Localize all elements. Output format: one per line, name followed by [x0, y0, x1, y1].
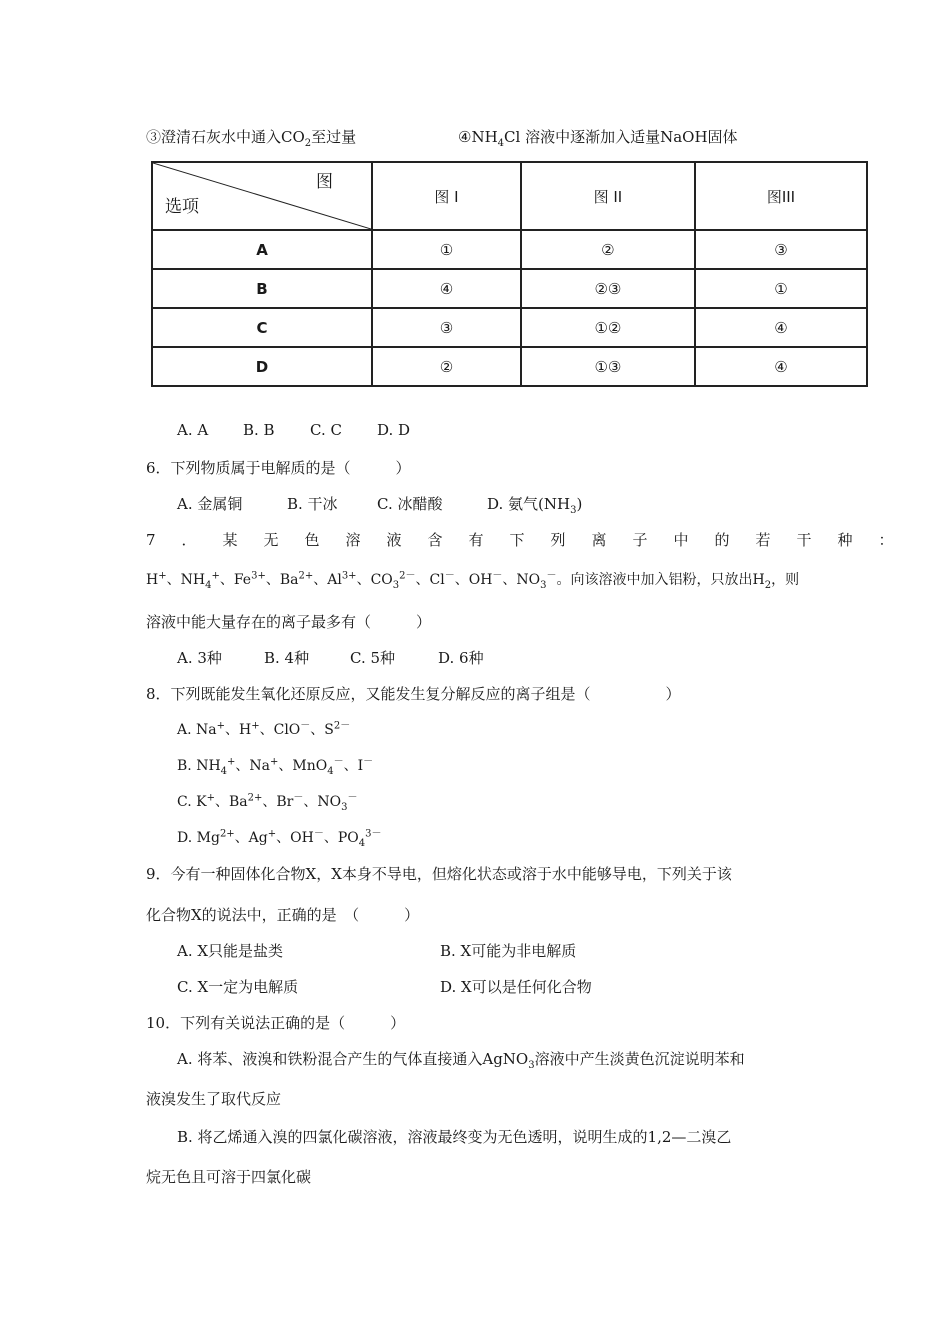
options-table	[151, 161, 868, 387]
table-cell: ③	[695, 230, 867, 269]
table-corner-cell	[152, 162, 372, 230]
q9-option-c: C. X一定为电解质	[177, 978, 299, 996]
table-cell: ②③	[521, 269, 695, 308]
row-label: A	[152, 230, 372, 269]
condition-4: $④NH_4Cl$ 溶液中逐渐加入适量NaOH固体	[458, 128, 738, 149]
table-row	[152, 347, 867, 386]
condition-3: ③澄清石灰水中通入$CO_2$至过量	[146, 128, 357, 149]
table-cell: ①	[695, 269, 867, 308]
q7-line2: H+、$NH_4^+$、$Fe^{3+}$、$Ba^{2+}$、$Al^{3+}$、$CO_3^{2-}$、Cl－、OH－、$NO_3^-$。向该溶液中加入铝粉，只放出$H_2$，则	[146, 570, 800, 591]
q6-option-d: D. 氨气$(NH_3)$	[487, 495, 583, 516]
q9-line1: 9．今有一种固体化合物X，X本身不导电，但熔化状态或溶于水中能够导电，下列关于该	[146, 865, 732, 883]
q7-line3: 溶液中能大量存在的离子最多有（ ）	[146, 613, 432, 631]
q5-option-b: B. B	[243, 421, 275, 439]
q9-option-b: B. X可能为非电解质	[440, 942, 577, 960]
q10-stem: 10．下列有关说法正确的是（ ）	[146, 1014, 406, 1032]
q7-option-b: B. 4种	[264, 649, 310, 667]
q5-option-d: D. D	[377, 421, 411, 439]
corner-label-option: 选项	[165, 197, 199, 217]
q6-option-a: A. 金属铜	[177, 495, 243, 513]
q8-option-c: C. K+、$Ba^{2+}$、Br－、$NO_3^-$	[177, 792, 358, 813]
table-cell: ④	[372, 269, 521, 308]
q6-stem: 6．下列物质属于电解质的是（ ）	[146, 459, 411, 477]
table-cell: ④	[695, 308, 867, 347]
q8-option-a: A. Na+、H+、ClO－、$S^{2-}$	[177, 720, 351, 738]
table-cell: ④	[695, 347, 867, 386]
q6-option-c: C. 冰醋酸	[377, 495, 443, 513]
q9-line2: 化合物X的说法中，正确的是 （ ）	[146, 906, 420, 924]
q8-option-b: B. $NH_4^+$、Na+、MnO$_4$－、I－	[177, 756, 374, 777]
header-fig-2: 图 II	[521, 162, 695, 230]
q8-stem: 8．下列既能发生氧化还原反应，又能发生复分解反应的离子组是（ ）	[146, 685, 681, 703]
q10-option-a-line1: A. 将苯、液溴和铁粉混合产生的气体直接通入AgNO$_3$溶液中产生淡黄色沉淀说明苯和	[177, 1050, 745, 1071]
q10-option-b-line1: B. 将乙烯通入溴的四氯化碳溶液，溶液最终变为无色透明，说明生成的1,2—二溴乙	[177, 1128, 732, 1146]
table-cell: ③	[372, 308, 521, 347]
q7-option-c: C. 5种	[350, 649, 396, 667]
corner-label-figure: 图	[316, 172, 333, 192]
table-cell: ①③	[521, 347, 695, 386]
header-fig-3: 图III	[695, 162, 867, 230]
header-fig-1: 图 I	[372, 162, 521, 230]
table-cell: ①	[372, 230, 521, 269]
table-row	[152, 269, 867, 308]
q7-line1: 7．某无色溶液含有下列离子中的若干种：	[146, 531, 920, 549]
q10-option-b-line2: 烷无色且可溶于四氯化碳	[146, 1168, 312, 1186]
q10-option-a-line2: 液溴发生了取代反应	[146, 1090, 282, 1108]
q9-option-a: A. X只能是盐类	[177, 942, 284, 960]
table-header-row	[152, 162, 867, 230]
q5-option-a: A. A	[177, 421, 209, 439]
q5-option-c: C. C	[310, 421, 342, 439]
table-cell: ②	[521, 230, 695, 269]
table-row	[152, 308, 867, 347]
table-row	[152, 230, 867, 269]
table-cell: ①②	[521, 308, 695, 347]
q7-option-d: D. 6种	[438, 649, 484, 667]
table-cell: ②	[372, 347, 521, 386]
row-label: D	[152, 347, 372, 386]
row-label: B	[152, 269, 372, 308]
q8-option-d: D. $Mg^{2+}$、Ag+、OH－、$PO_4^{3-}$	[177, 828, 382, 849]
row-label: C	[152, 308, 372, 347]
q7-option-a: A. 3种	[177, 649, 222, 667]
q9-option-d: D. X可以是任何化合物	[440, 978, 592, 996]
q6-option-b: B. 干冰	[287, 495, 338, 513]
